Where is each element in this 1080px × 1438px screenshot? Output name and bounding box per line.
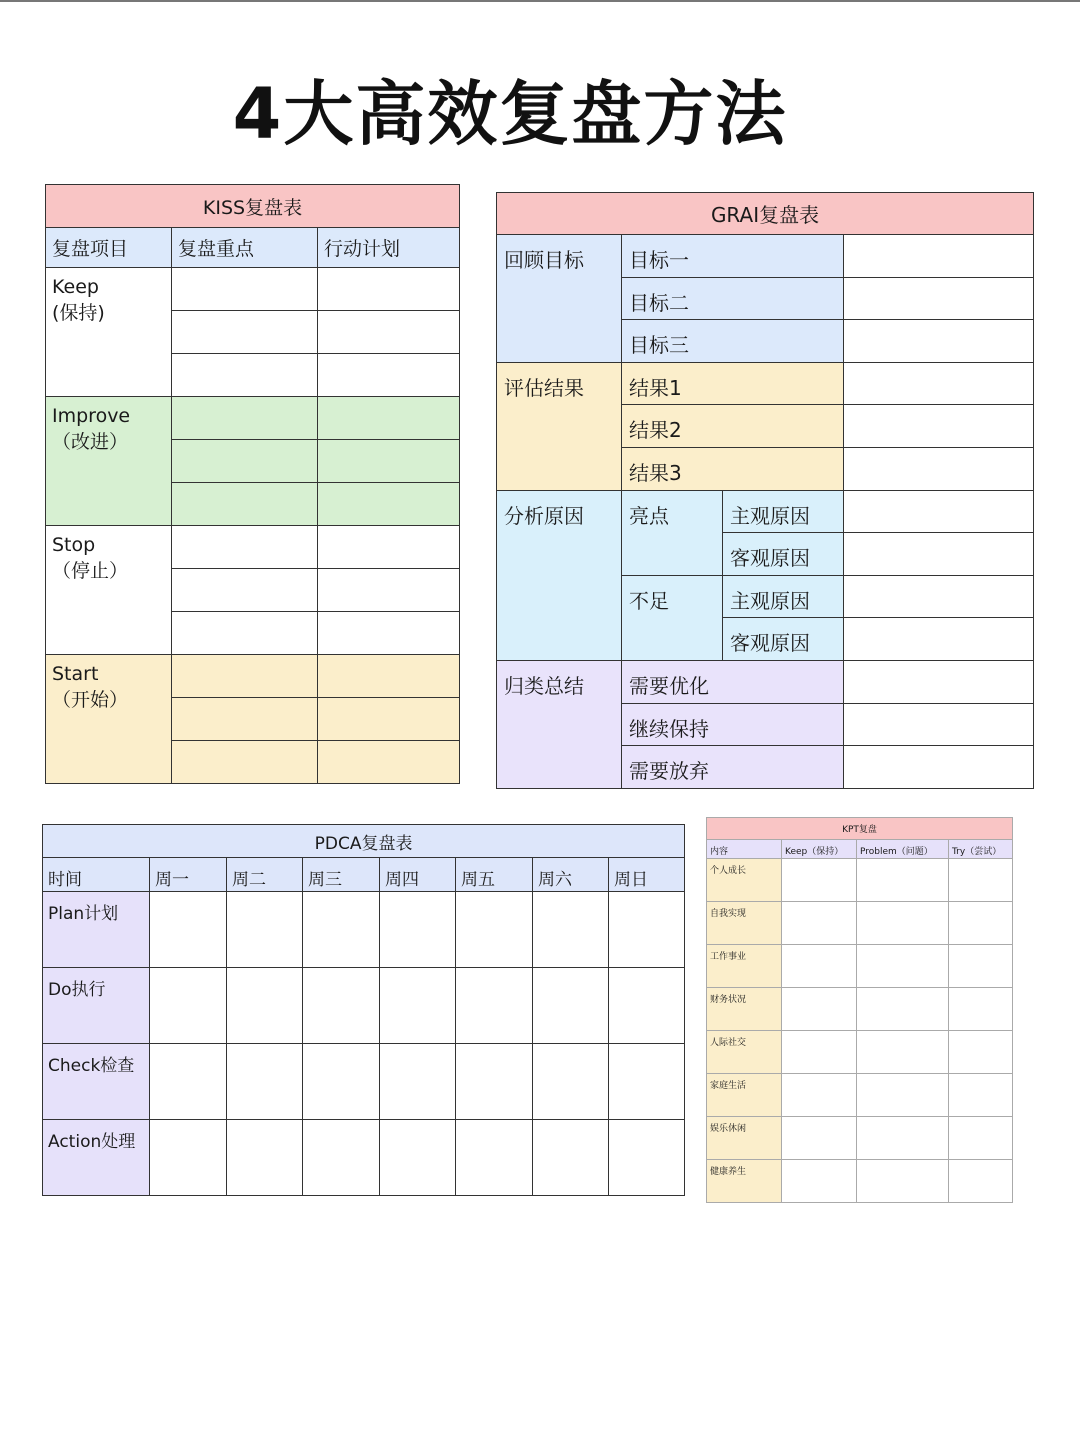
kpt-cell[interactable] [782, 988, 857, 1031]
pdca-cell[interactable] [227, 892, 303, 968]
kpt-header-keep: Keep（保持） [782, 840, 857, 859]
kpt-cell[interactable] [782, 1160, 857, 1203]
kiss-section-start [46, 655, 172, 784]
kiss-header-focus: 复盘重点 [172, 228, 318, 268]
pdca-title: PDCA复盘表 [43, 825, 685, 858]
kpt-row-label: 健康养生 [707, 1160, 782, 1203]
kiss-cell[interactable] [172, 354, 318, 397]
kiss-cell[interactable] [318, 526, 460, 569]
kiss-cell[interactable] [318, 311, 460, 354]
pdca-day-fri: 周五 [456, 858, 533, 892]
kpt-header-problem: Problem（问题） [857, 840, 949, 859]
pdca-cell[interactable] [150, 1120, 227, 1196]
kpt-cell[interactable] [857, 859, 949, 902]
kpt-cell[interactable] [857, 1117, 949, 1160]
grai-cell[interactable] [844, 618, 1034, 661]
kiss-stop-label: Stop [52, 534, 96, 556]
pdca-row-do: Do执行 [43, 968, 150, 1044]
kiss-cell[interactable] [172, 440, 318, 483]
pdca-day-sun: 周日 [609, 858, 685, 892]
kpt-row-label: 娱乐休闲 [707, 1117, 782, 1160]
grai-analyze-label: 分析原因 [497, 490, 622, 660]
pdca-cell[interactable] [150, 968, 227, 1044]
pdca-cell[interactable] [456, 1120, 533, 1196]
kpt-header-try: Try（尝试） [949, 840, 1013, 859]
pdca-cell[interactable] [456, 1044, 533, 1120]
kpt-cell[interactable] [949, 859, 1013, 902]
grai-summary-3: 需要放弃 [622, 746, 844, 789]
grai-weakness-label: 不足 [622, 575, 723, 660]
pdca-day-tue: 周二 [227, 858, 303, 892]
pdca-cell[interactable] [150, 892, 227, 968]
kpt-table [706, 817, 1013, 1203]
kpt-cell[interactable] [857, 988, 949, 1031]
pdca-day-sat: 周六 [533, 858, 609, 892]
kiss-cell[interactable] [318, 741, 460, 784]
grai-cell[interactable] [844, 746, 1034, 789]
kiss-cell[interactable] [172, 698, 318, 741]
kiss-keep-label: Keep [52, 276, 99, 298]
kpt-row-label: 人际社交 [707, 1031, 782, 1074]
kpt-cell[interactable] [949, 1117, 1013, 1160]
pdca-cell[interactable] [227, 1044, 303, 1120]
grai-result-3: 结果3 [622, 447, 844, 490]
grai-summary-2: 继续保持 [622, 703, 844, 746]
pdca-row-action: Action处理 [43, 1120, 150, 1196]
pdca-row-plan: Plan计划 [43, 892, 150, 968]
kpt-row-label: 家庭生活 [707, 1074, 782, 1117]
kiss-cell[interactable] [318, 397, 460, 440]
kiss-start-label: Start [52, 663, 99, 685]
pdca-cell[interactable] [533, 968, 609, 1044]
kiss-section-improve [46, 397, 172, 526]
kiss-cell[interactable] [172, 397, 318, 440]
kiss-cell[interactable] [318, 698, 460, 741]
pdca-cell[interactable] [380, 968, 456, 1044]
kiss-table [45, 184, 460, 784]
grai-cell[interactable] [844, 660, 1034, 703]
pdca-cell[interactable] [533, 892, 609, 968]
kiss-stop-sub: （停止） [52, 560, 129, 582]
pdca-cell[interactable] [533, 1120, 609, 1196]
kiss-cell[interactable] [318, 268, 460, 311]
grai-weakness-subjective: 主观原因 [723, 575, 844, 618]
kiss-cell[interactable] [318, 655, 460, 698]
kiss-cell[interactable] [318, 354, 460, 397]
kpt-cell[interactable] [857, 1074, 949, 1117]
grai-goal-3: 目标三 [622, 320, 844, 363]
kpt-header-content: 内容 [707, 840, 782, 859]
pdca-cell[interactable] [456, 892, 533, 968]
pdca-day-wed: 周三 [303, 858, 380, 892]
kiss-cell[interactable] [172, 526, 318, 569]
grai-result-2: 结果2 [622, 405, 844, 448]
kiss-start-sub: （开始） [52, 689, 129, 711]
grai-cell[interactable] [844, 447, 1034, 490]
pdca-cell[interactable] [227, 968, 303, 1044]
kiss-cell[interactable] [172, 569, 318, 612]
pdca-cell[interactable] [303, 1120, 380, 1196]
grai-cell[interactable] [844, 490, 1034, 533]
pdca-table [42, 824, 685, 1196]
grai-cell[interactable] [844, 533, 1034, 576]
pdca-cell[interactable] [303, 1044, 380, 1120]
pdca-cell[interactable] [456, 968, 533, 1044]
grai-cell[interactable] [844, 703, 1034, 746]
kpt-row-label: 个人成长 [707, 859, 782, 902]
pdca-cell[interactable] [380, 1044, 456, 1120]
kpt-cell[interactable] [782, 1074, 857, 1117]
kiss-cell[interactable] [318, 612, 460, 655]
grai-review-label: 回顾目标 [497, 235, 622, 363]
kpt-cell[interactable] [857, 902, 949, 945]
kpt-row-label: 工作事业 [707, 945, 782, 988]
top-border-line [0, 0, 1080, 2]
kpt-cell[interactable] [949, 902, 1013, 945]
pdca-cell[interactable] [150, 1044, 227, 1120]
page-title: 4大高效复盘方法 [232, 73, 788, 155]
grai-cell[interactable] [844, 277, 1034, 320]
kiss-cell[interactable] [172, 741, 318, 784]
kiss-cell[interactable] [172, 655, 318, 698]
kpt-row-label: 自我实现 [707, 902, 782, 945]
grai-cell[interactable] [844, 320, 1034, 363]
pdca-cell[interactable] [609, 1044, 685, 1120]
kpt-row-label: 财务状况 [707, 988, 782, 1031]
grai-result-1: 结果1 [622, 362, 844, 405]
grai-summary-1: 需要优化 [622, 660, 844, 703]
kiss-header-item: 复盘项目 [46, 228, 172, 268]
pdca-cell[interactable] [227, 1120, 303, 1196]
pdca-cell[interactable] [609, 1120, 685, 1196]
kiss-cell[interactable] [318, 483, 460, 526]
grai-cell[interactable] [844, 405, 1034, 448]
pdca-day-thu: 周四 [380, 858, 456, 892]
pdca-cell[interactable] [380, 892, 456, 968]
kpt-cell[interactable] [949, 1031, 1013, 1074]
kiss-improve-label: Improve [52, 405, 131, 427]
kpt-cell[interactable] [857, 1160, 949, 1203]
pdca-cell[interactable] [609, 892, 685, 968]
kpt-cell[interactable] [782, 859, 857, 902]
grai-highlight-label: 亮点 [622, 490, 723, 575]
kpt-cell[interactable] [949, 988, 1013, 1031]
kpt-cell[interactable] [949, 1074, 1013, 1117]
grai-title: GRAI复盘表 [497, 193, 1034, 235]
grai-evaluate-label: 评估结果 [497, 362, 622, 490]
kpt-cell[interactable] [782, 945, 857, 988]
pdca-cell[interactable] [380, 1120, 456, 1196]
kpt-cell[interactable] [857, 945, 949, 988]
kiss-improve-sub: （改进） [52, 431, 129, 453]
grai-summarize-label: 归类总结 [497, 660, 622, 788]
grai-cell[interactable] [844, 235, 1034, 278]
pdca-time-label: 时间 [43, 858, 150, 892]
pdca-cell[interactable] [609, 968, 685, 1044]
kiss-cell[interactable] [172, 268, 318, 311]
kiss-cell[interactable] [172, 483, 318, 526]
kpt-title: KPT复盘 [707, 818, 1013, 840]
grai-highlight-subjective: 主观原因 [723, 490, 844, 533]
grai-weakness-objective: 客观原因 [723, 618, 844, 661]
kiss-cell[interactable] [318, 440, 460, 483]
grai-cell[interactable] [844, 362, 1034, 405]
pdca-cell[interactable] [303, 968, 380, 1044]
kiss-cell[interactable] [172, 612, 318, 655]
grai-goal-1: 目标一 [622, 235, 844, 278]
kiss-keep-sub: (保持) [52, 302, 105, 324]
pdca-row-check: Check检查 [43, 1044, 150, 1120]
kiss-section-keep [46, 268, 172, 397]
grai-goal-2: 目标二 [622, 277, 844, 320]
kiss-cell[interactable] [318, 569, 460, 612]
kiss-section-stop [46, 526, 172, 655]
pdca-cell[interactable] [303, 892, 380, 968]
kiss-cell[interactable] [172, 311, 318, 354]
kpt-cell[interactable] [782, 1117, 857, 1160]
kpt-cell[interactable] [949, 945, 1013, 988]
kpt-cell[interactable] [782, 902, 857, 945]
kpt-cell[interactable] [857, 1031, 949, 1074]
grai-highlight-objective: 客观原因 [723, 533, 844, 576]
pdca-day-mon: 周一 [150, 858, 227, 892]
grai-cell[interactable] [844, 575, 1034, 618]
kpt-cell[interactable] [782, 1031, 857, 1074]
kpt-cell[interactable] [949, 1160, 1013, 1203]
kiss-title: KISS复盘表 [46, 185, 460, 228]
pdca-cell[interactable] [533, 1044, 609, 1120]
kiss-header-action: 行动计划 [318, 228, 460, 268]
grai-table [496, 192, 1034, 789]
